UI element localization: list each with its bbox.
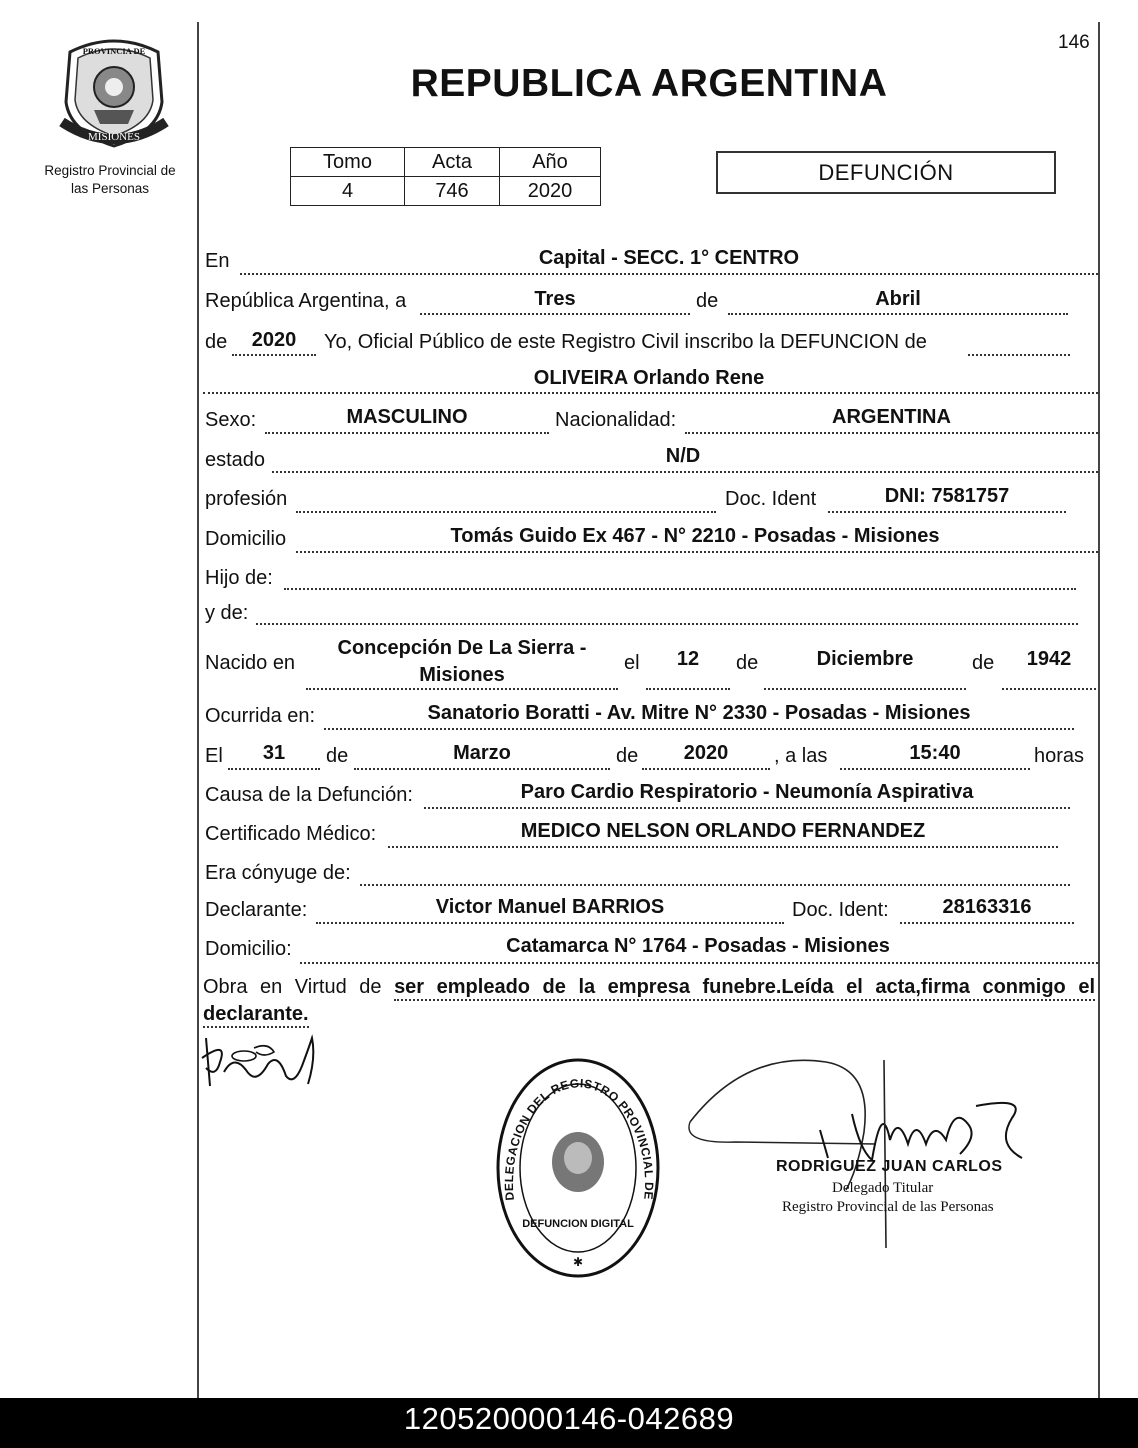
birth-day-value: 12 — [676, 648, 700, 670]
death-time-dotline — [840, 768, 1030, 770]
label-estado: estado — [205, 449, 266, 471]
registry-seal — [494, 1052, 662, 1278]
label-hijo-de: Hijo de: — [205, 567, 273, 589]
official-signature — [676, 1040, 1032, 1255]
medical-certificate-value: MEDICO NELSON ORLANDO FERNANDEZ — [520, 820, 926, 842]
issuer-name — [30, 162, 190, 198]
republic-title: REPUBLICA ARGENTINA — [410, 62, 888, 105]
label-declarante: Declarante: — [205, 899, 308, 921]
issuer-name-line1: Registro Provincial de — [44, 163, 176, 178]
label-de-6: de — [616, 745, 639, 767]
anio-value: 2020 — [500, 177, 601, 206]
child-of-1-dotline — [284, 588, 1076, 590]
left-margin-line — [197, 22, 199, 1400]
document-value: DNI: 7581757 — [884, 485, 1010, 507]
death-time-value: 15:40 — [909, 742, 961, 764]
birth-month-dotline — [764, 688, 966, 690]
official-title: Delegado Titular — [832, 1180, 934, 1196]
registration-day-value: Tres — [534, 288, 576, 310]
label-en: En — [205, 250, 230, 272]
label-domicilio-2: Domicilio: — [205, 938, 292, 960]
basis-value: ser empleado de la empresa funebre.Leída el acta,firma conmigo el declarante. — [203, 976, 1095, 1028]
label-de-5: de — [326, 745, 349, 767]
page-number: 146 — [1058, 32, 1090, 53]
birthplace-line1: Concepción De La Sierra - — [337, 637, 587, 659]
label-nacionalidad: Nacionalidad: — [555, 409, 677, 431]
anio-header: Año — [500, 148, 601, 177]
label-domicilio: Domicilio — [205, 528, 287, 550]
issuer-name-line2: las Personas — [70, 181, 150, 196]
acta-value: 746 — [405, 177, 500, 206]
acta-header: Acta — [405, 148, 500, 177]
label-de-1: de — [696, 290, 719, 312]
death-day-value: 31 — [262, 742, 286, 764]
label-horas: horas — [1034, 745, 1085, 767]
label-republica: República Argentina, a — [205, 290, 407, 312]
death-year-dotline — [642, 768, 770, 770]
place-dotline — [240, 273, 1098, 275]
death-place-dotline — [324, 728, 1074, 730]
nationality-dotline — [685, 432, 1098, 434]
deceased-name-dotline — [203, 392, 1098, 394]
registration-day-dotline — [420, 313, 690, 315]
marital-status-value: N/D — [665, 445, 701, 467]
label-conyuge: Era cónyuge de: — [205, 862, 351, 884]
address-value: Tomás Guido Ex 467 - N° 2210 - Posadas - Misiones — [450, 525, 940, 547]
label-y-de: y de: — [205, 602, 249, 624]
spouse-dotline — [360, 884, 1070, 886]
right-margin-line — [1098, 22, 1100, 1400]
place-value: Capital - SECC. 1° CENTRO — [538, 247, 800, 269]
declarant-signature — [198, 1028, 326, 1099]
label-sexo: Sexo: — [205, 409, 257, 431]
registry-table-values — [291, 177, 601, 206]
logo-bottom-text: MISIONES — [88, 131, 140, 143]
registration-month-value: Abril — [875, 288, 921, 310]
declarant-document-dotline — [900, 922, 1074, 924]
registry-table-header — [291, 148, 601, 177]
label-de-2: de — [205, 331, 228, 353]
birth-month-value: Diciembre — [816, 648, 914, 670]
child-of-2-dotline — [256, 623, 1078, 625]
marital-status-dotline — [272, 471, 1098, 473]
label-profesion: profesión — [205, 488, 288, 510]
label-nacido-en: Nacido en — [205, 652, 296, 674]
label-ocurrida-en: Ocurrida en: — [205, 705, 316, 727]
birth-year-dotline — [1002, 688, 1096, 690]
tomo-header: Tomo — [291, 148, 405, 177]
svg-text:✱: ✱ — [572, 1255, 584, 1269]
sex-dotline — [265, 432, 549, 434]
deceased-name-value: OLIVEIRA Orlando Rene — [533, 367, 765, 389]
address-dotline — [296, 551, 1098, 553]
declarant-dotline — [316, 922, 784, 924]
label-de-3: de — [736, 652, 759, 674]
official-name: RODRIGUEZ JUAN CARLOS — [776, 1158, 1003, 1175]
tomo-value: 4 — [291, 177, 405, 206]
label-certificado: Certificado Médico: — [205, 823, 377, 845]
document-dotline — [828, 511, 1066, 513]
cause-of-death-dotline — [424, 807, 1070, 809]
basis-paragraph — [203, 974, 1095, 1028]
death-place-value: Sanatorio Boratti - Av. Mitre N° 2330 - Posadas - Misiones — [427, 702, 971, 724]
cause-of-death-value: Paro Cardio Respiratorio - Neumonía Aspirativa — [520, 781, 974, 803]
label-doc-ident-2: Doc. Ident: — [792, 899, 889, 921]
seal-inner-text: DEFUNCION DIGITAL — [522, 1218, 634, 1230]
label-de-4: de — [972, 652, 995, 674]
registry-table — [290, 147, 601, 206]
death-month-dotline — [354, 768, 610, 770]
label-a-las: , a las — [774, 745, 828, 767]
official-stamp — [776, 1158, 1046, 1216]
declarant-value: Victor Manuel BARRIOS — [435, 896, 665, 918]
birth-year-value: 1942 — [1026, 648, 1072, 670]
label-el: el — [624, 652, 640, 674]
death-month-value: Marzo — [453, 742, 511, 764]
registration-year-dotline — [232, 354, 316, 356]
birth-day-dotline — [646, 688, 730, 690]
death-day-dotline — [228, 768, 320, 770]
record-type-box: DEFUNCIÓN — [716, 151, 1056, 194]
label-el-cap: El — [205, 745, 223, 767]
label-causa: Causa de la Defunción: — [205, 784, 413, 806]
label-yo: Yo, Oficial Público de este Registro Civil inscribo la DEFUNCION de — [324, 331, 927, 353]
medical-certificate-dotline — [388, 846, 1058, 848]
declarant-document-value: 28163316 — [942, 896, 1032, 918]
death-year-value: 2020 — [683, 742, 729, 764]
sex-value: MASCULINO — [346, 406, 468, 428]
declarant-address-value: Catamarca N° 1764 - Posadas - Misiones — [506, 935, 890, 957]
nationality-value: ARGENTINA — [832, 406, 951, 428]
registration-year-value: 2020 — [251, 329, 297, 351]
label-obra: Obra en Virtud de — [203, 976, 382, 998]
seal-outer-text: DELEGACION DEL REGISTRO PROVINCIAL DE — [501, 1076, 657, 1202]
registration-month-dotline — [728, 313, 1068, 315]
logo-top-text: PROVINCIA DE — [82, 46, 146, 56]
label-doc-ident: Doc. Ident — [725, 488, 817, 510]
barcode-number: 120520000146-042689 — [0, 1398, 1138, 1448]
birthplace-dotline — [306, 688, 618, 690]
profession-dotline — [296, 511, 716, 513]
declarant-address-dotline — [300, 962, 1098, 964]
birthplace-value — [306, 635, 618, 689]
province-logo — [58, 32, 170, 150]
birthplace-line2: Misiones — [419, 664, 505, 686]
yo-dotline — [968, 354, 1070, 356]
official-office: Registro Provincial de las Personas — [782, 1199, 994, 1215]
